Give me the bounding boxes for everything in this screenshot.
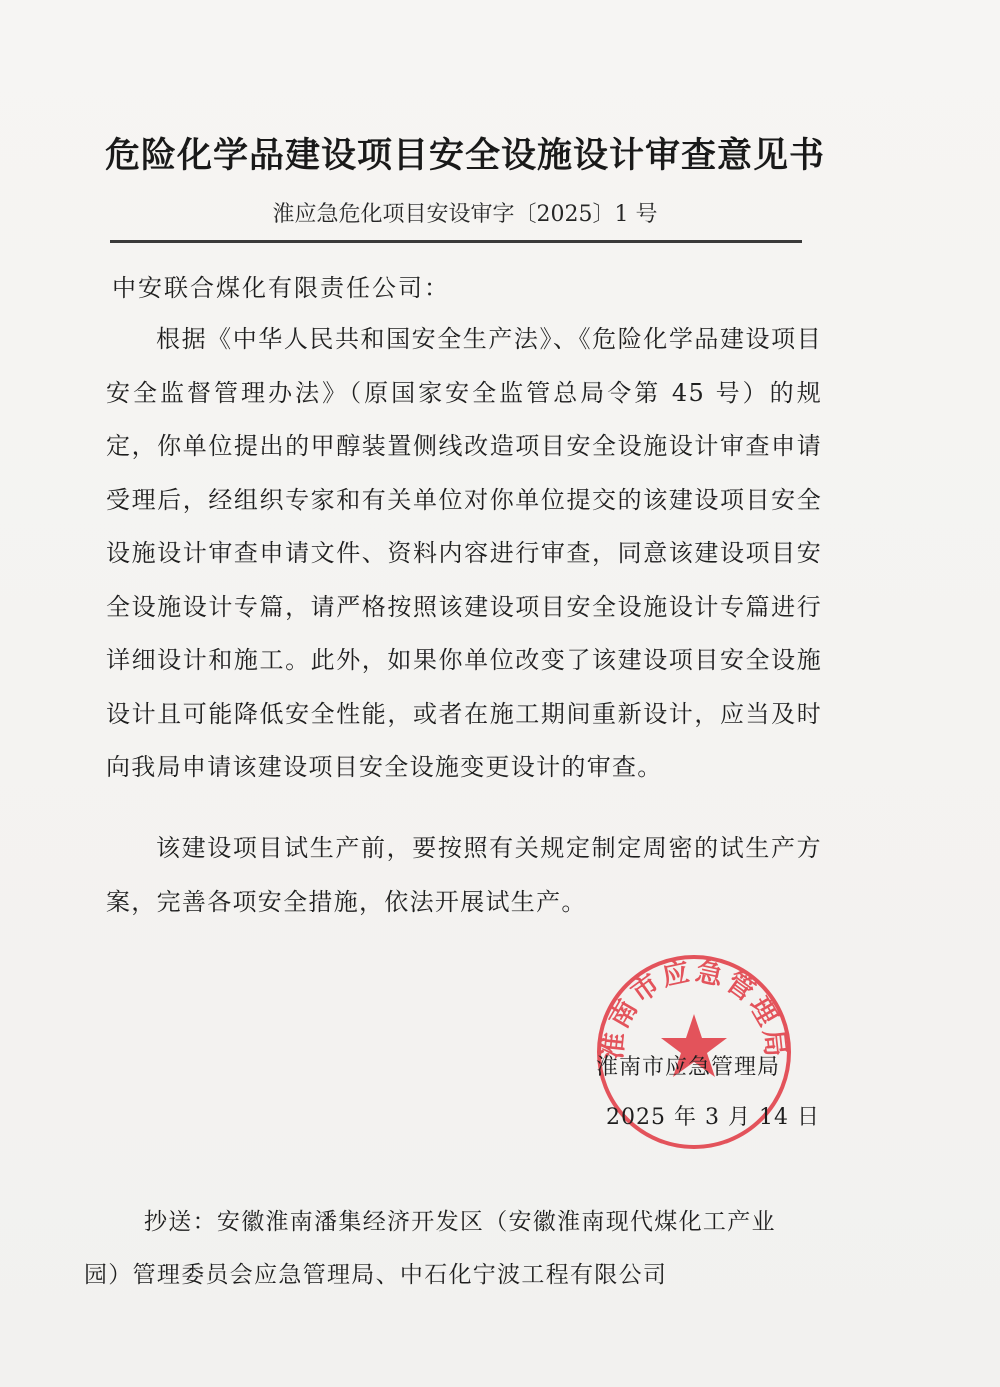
body-paragraph-1: 根据《中华人民共和国安全生产法》、《危险化学品建设项目安全监督管理办法》（原国家安全监管总局令第 45 号）的规定，你单位提出的甲醇装置侧线改造项目安全设施设计审查申请受理后，经组织专家和有关单位对你单位提交的该建设项目安全设施设计审查申请文件、资料内容进行审查，同意该建设项目安全设施设计专篇，请严格按照该建设项目安全设施设计专篇进行详细设计和施工。此外，如果你单位改变了该建设项目安全设施设计且可能降低安全性能，或者在施工期间重新设计，应当及时向我局申请该建设项目安全设施变更设计的审查。 [106, 325, 822, 781]
signer: 淮南市应急管理局 [596, 1055, 781, 1080]
cc-list: 抄送：安徽淮南潘集经济开发区（安徽淮南现代煤化工产业园）管理委员会应急管理局、中石化宁波工程有限公司 [84, 1209, 776, 1288]
document-number: 淮应急危化项目安设审字〔2025〕1 号 [272, 202, 658, 227]
body-paragraph-2: 该建设项目试生产前，要按照有关规定制定周密的试生产方案，完善各项安全措施，依法开展试生产。 [106, 834, 822, 916]
issue-date: 2025 年 3 月 14 日 [606, 1105, 820, 1130]
svg-text:淮南市应急管理局: 淮南市应急管理局 [596, 956, 792, 1062]
header-rule [110, 240, 802, 243]
document-title: 危险化学品建设项目安全设施设计审查意见书 [104, 136, 825, 176]
recipient: 中安联合煤化有限责任公司： [112, 274, 450, 302]
